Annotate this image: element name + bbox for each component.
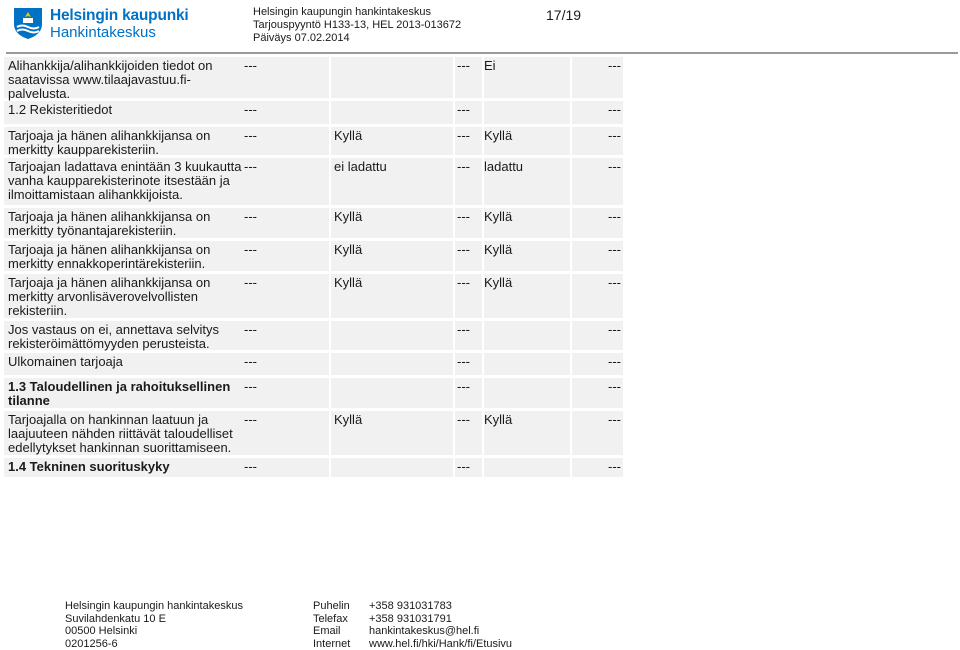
table-row bbox=[4, 378, 627, 410]
table-row bbox=[4, 274, 627, 320]
value-cell bbox=[331, 353, 453, 375]
answer-c5: --- bbox=[608, 129, 621, 143]
answer-c4: Kyllä bbox=[484, 413, 512, 427]
requirement-label: Alihankkija/alihankkijoiden tiedot on saatavissa www.tilaajavastuu.fi-palvelusta. bbox=[8, 59, 242, 101]
answer-c4: Ei bbox=[484, 59, 496, 73]
answer-c1: --- bbox=[244, 355, 257, 369]
answer-c4: Kyllä bbox=[484, 210, 512, 224]
header-divider bbox=[6, 52, 958, 54]
answer-c2: Kyllä bbox=[334, 210, 362, 224]
requirement-label: Tarjoaja ja hänen alihankkijansa on merkitty kaupparekisteriin. bbox=[8, 129, 242, 157]
document-header bbox=[253, 6, 461, 45]
answer-c5: --- bbox=[608, 210, 621, 224]
footer-phone: +358 931031783 bbox=[369, 600, 512, 613]
answer-c2: Kyllä bbox=[334, 129, 362, 143]
value-cell bbox=[331, 378, 453, 408]
answer-c5: --- bbox=[608, 355, 621, 369]
requirement-label: Tarjoajalla on hankinnan laatuun ja laajuuteen nähden riittävät taloudelliset edellytykset hankinnan suorittamiseen. bbox=[8, 413, 242, 455]
requirement-label: Jos vastaus on ei, annettava selvitys rekisteröimättömyyden perusteista. bbox=[8, 323, 242, 351]
footer-contact-values bbox=[369, 600, 512, 650]
answer-c3: --- bbox=[457, 103, 470, 117]
footer-internet[interactable]: www.hel.fi/hki/Hank/fi/Etusivu bbox=[369, 638, 512, 650]
answer-c1: --- bbox=[244, 276, 257, 290]
answer-c5: --- bbox=[608, 103, 621, 117]
answer-c3: --- bbox=[457, 160, 470, 174]
requirement-label: 1.3 Taloudellinen ja rahoituksellinen tilanne bbox=[8, 380, 242, 408]
page-number: 17/19 bbox=[546, 7, 581, 23]
value-cell bbox=[484, 378, 570, 408]
table-row bbox=[4, 241, 627, 273]
requirement-label: Ulkomainen tarjoaja bbox=[8, 355, 242, 369]
header-org: Helsingin kaupungin hankintakeskus bbox=[253, 6, 461, 19]
footer-contact-labels bbox=[313, 600, 350, 650]
requirement-label: Tarjoaja ja hänen alihankkijansa on merkitty arvonlisäverovelvollisten rekisteriin. bbox=[8, 276, 242, 318]
answer-c2: Kyllä bbox=[334, 276, 362, 290]
footer-fax-label: Telefax bbox=[313, 613, 350, 626]
answer-c5: --- bbox=[608, 276, 621, 290]
requirement-label: Tarjoaja ja hänen alihankkijansa on merkitty ennakkoperintärekisteriin. bbox=[8, 243, 242, 271]
requirement-label: 1.4 Tekninen suorituskyky bbox=[8, 460, 242, 474]
table-row bbox=[4, 353, 627, 377]
value-cell bbox=[331, 57, 453, 98]
table-row bbox=[4, 208, 627, 240]
answer-c3: --- bbox=[457, 460, 470, 474]
footer-street: Suvilahdenkatu 10 E bbox=[65, 613, 243, 626]
answer-c1: --- bbox=[244, 380, 257, 394]
answer-c3: --- bbox=[457, 243, 470, 257]
answer-c1: --- bbox=[244, 160, 257, 174]
answer-c3: --- bbox=[457, 59, 470, 73]
answer-c2: Kyllä bbox=[334, 243, 362, 257]
footer-address bbox=[65, 600, 243, 650]
answer-c5: --- bbox=[608, 243, 621, 257]
value-cell bbox=[331, 101, 453, 124]
answer-c1: --- bbox=[244, 460, 257, 474]
answer-c5: --- bbox=[608, 413, 621, 427]
answer-c4: Kyllä bbox=[484, 129, 512, 143]
table-row bbox=[4, 57, 627, 100]
footer-postal: 00500 Helsinki bbox=[65, 625, 243, 638]
answer-c5: --- bbox=[608, 59, 621, 73]
answer-c1: --- bbox=[244, 129, 257, 143]
footer-email-label: Email bbox=[313, 625, 350, 638]
footer-email[interactable]: hankintakeskus@hel.fi bbox=[369, 625, 512, 638]
value-cell bbox=[484, 458, 570, 477]
footer-fax: +358 931031791 bbox=[369, 613, 512, 626]
answer-c3: --- bbox=[457, 380, 470, 394]
answer-c1: --- bbox=[244, 413, 257, 427]
value-cell bbox=[484, 101, 570, 124]
table-row bbox=[4, 101, 627, 126]
answer-c3: --- bbox=[457, 210, 470, 224]
answer-c5: --- bbox=[608, 460, 621, 474]
header-reference: Tarjouspyyntö H133-13, HEL 2013-013672 bbox=[253, 19, 461, 32]
answer-c1: --- bbox=[244, 243, 257, 257]
answer-c5: --- bbox=[608, 380, 621, 394]
city-logo bbox=[12, 6, 192, 40]
logo-city-name: Helsingin kaupunki bbox=[50, 7, 189, 25]
answer-c5: --- bbox=[608, 160, 621, 174]
value-cell bbox=[331, 321, 453, 350]
answer-c4: Kyllä bbox=[484, 243, 512, 257]
answer-c1: --- bbox=[244, 323, 257, 337]
footer-org: Helsingin kaupungin hankintakeskus bbox=[65, 600, 243, 613]
answer-c2: Kyllä bbox=[334, 413, 362, 427]
answer-c3: --- bbox=[457, 276, 470, 290]
requirement-label: Tarjoaja ja hänen alihankkijansa on merkitty työnantajarekisteriin. bbox=[8, 210, 242, 238]
answer-c4: ladattu bbox=[484, 160, 523, 174]
table-row bbox=[4, 127, 627, 157]
value-cell bbox=[484, 57, 570, 98]
answer-c5: --- bbox=[608, 323, 621, 337]
answer-c3: --- bbox=[457, 355, 470, 369]
answer-c4: Kyllä bbox=[484, 276, 512, 290]
footer-business-id: 0201256-6 bbox=[65, 638, 243, 650]
value-cell bbox=[331, 458, 453, 477]
footer-internet-label: Internet bbox=[313, 638, 350, 650]
answer-c3: --- bbox=[457, 323, 470, 337]
answer-c3: --- bbox=[457, 129, 470, 143]
answer-c1: --- bbox=[244, 210, 257, 224]
logo-unit-name: Hankintakeskus bbox=[50, 24, 156, 41]
helsinki-crest-icon bbox=[12, 6, 44, 40]
footer-phone-label: Puhelin bbox=[313, 600, 350, 613]
answer-c1: --- bbox=[244, 59, 257, 73]
requirement-label: Tarjoajan ladattava enintään 3 kuukautta vanha kaupparekisterinote itsestään ja ilmoittamistaan alihankkijoista. bbox=[8, 160, 242, 202]
table-row bbox=[4, 458, 627, 479]
answer-c3: --- bbox=[457, 413, 470, 427]
value-cell bbox=[484, 353, 570, 375]
answer-c2: ei ladattu bbox=[334, 160, 387, 174]
header-date: Päiväys 07.02.2014 bbox=[253, 32, 461, 45]
value-cell bbox=[484, 321, 570, 350]
table-row bbox=[4, 158, 627, 207]
table-row bbox=[4, 411, 627, 457]
answer-c1: --- bbox=[244, 103, 257, 117]
table-row bbox=[4, 321, 627, 352]
requirement-label: 1.2 Rekisteritiedot bbox=[8, 103, 242, 117]
